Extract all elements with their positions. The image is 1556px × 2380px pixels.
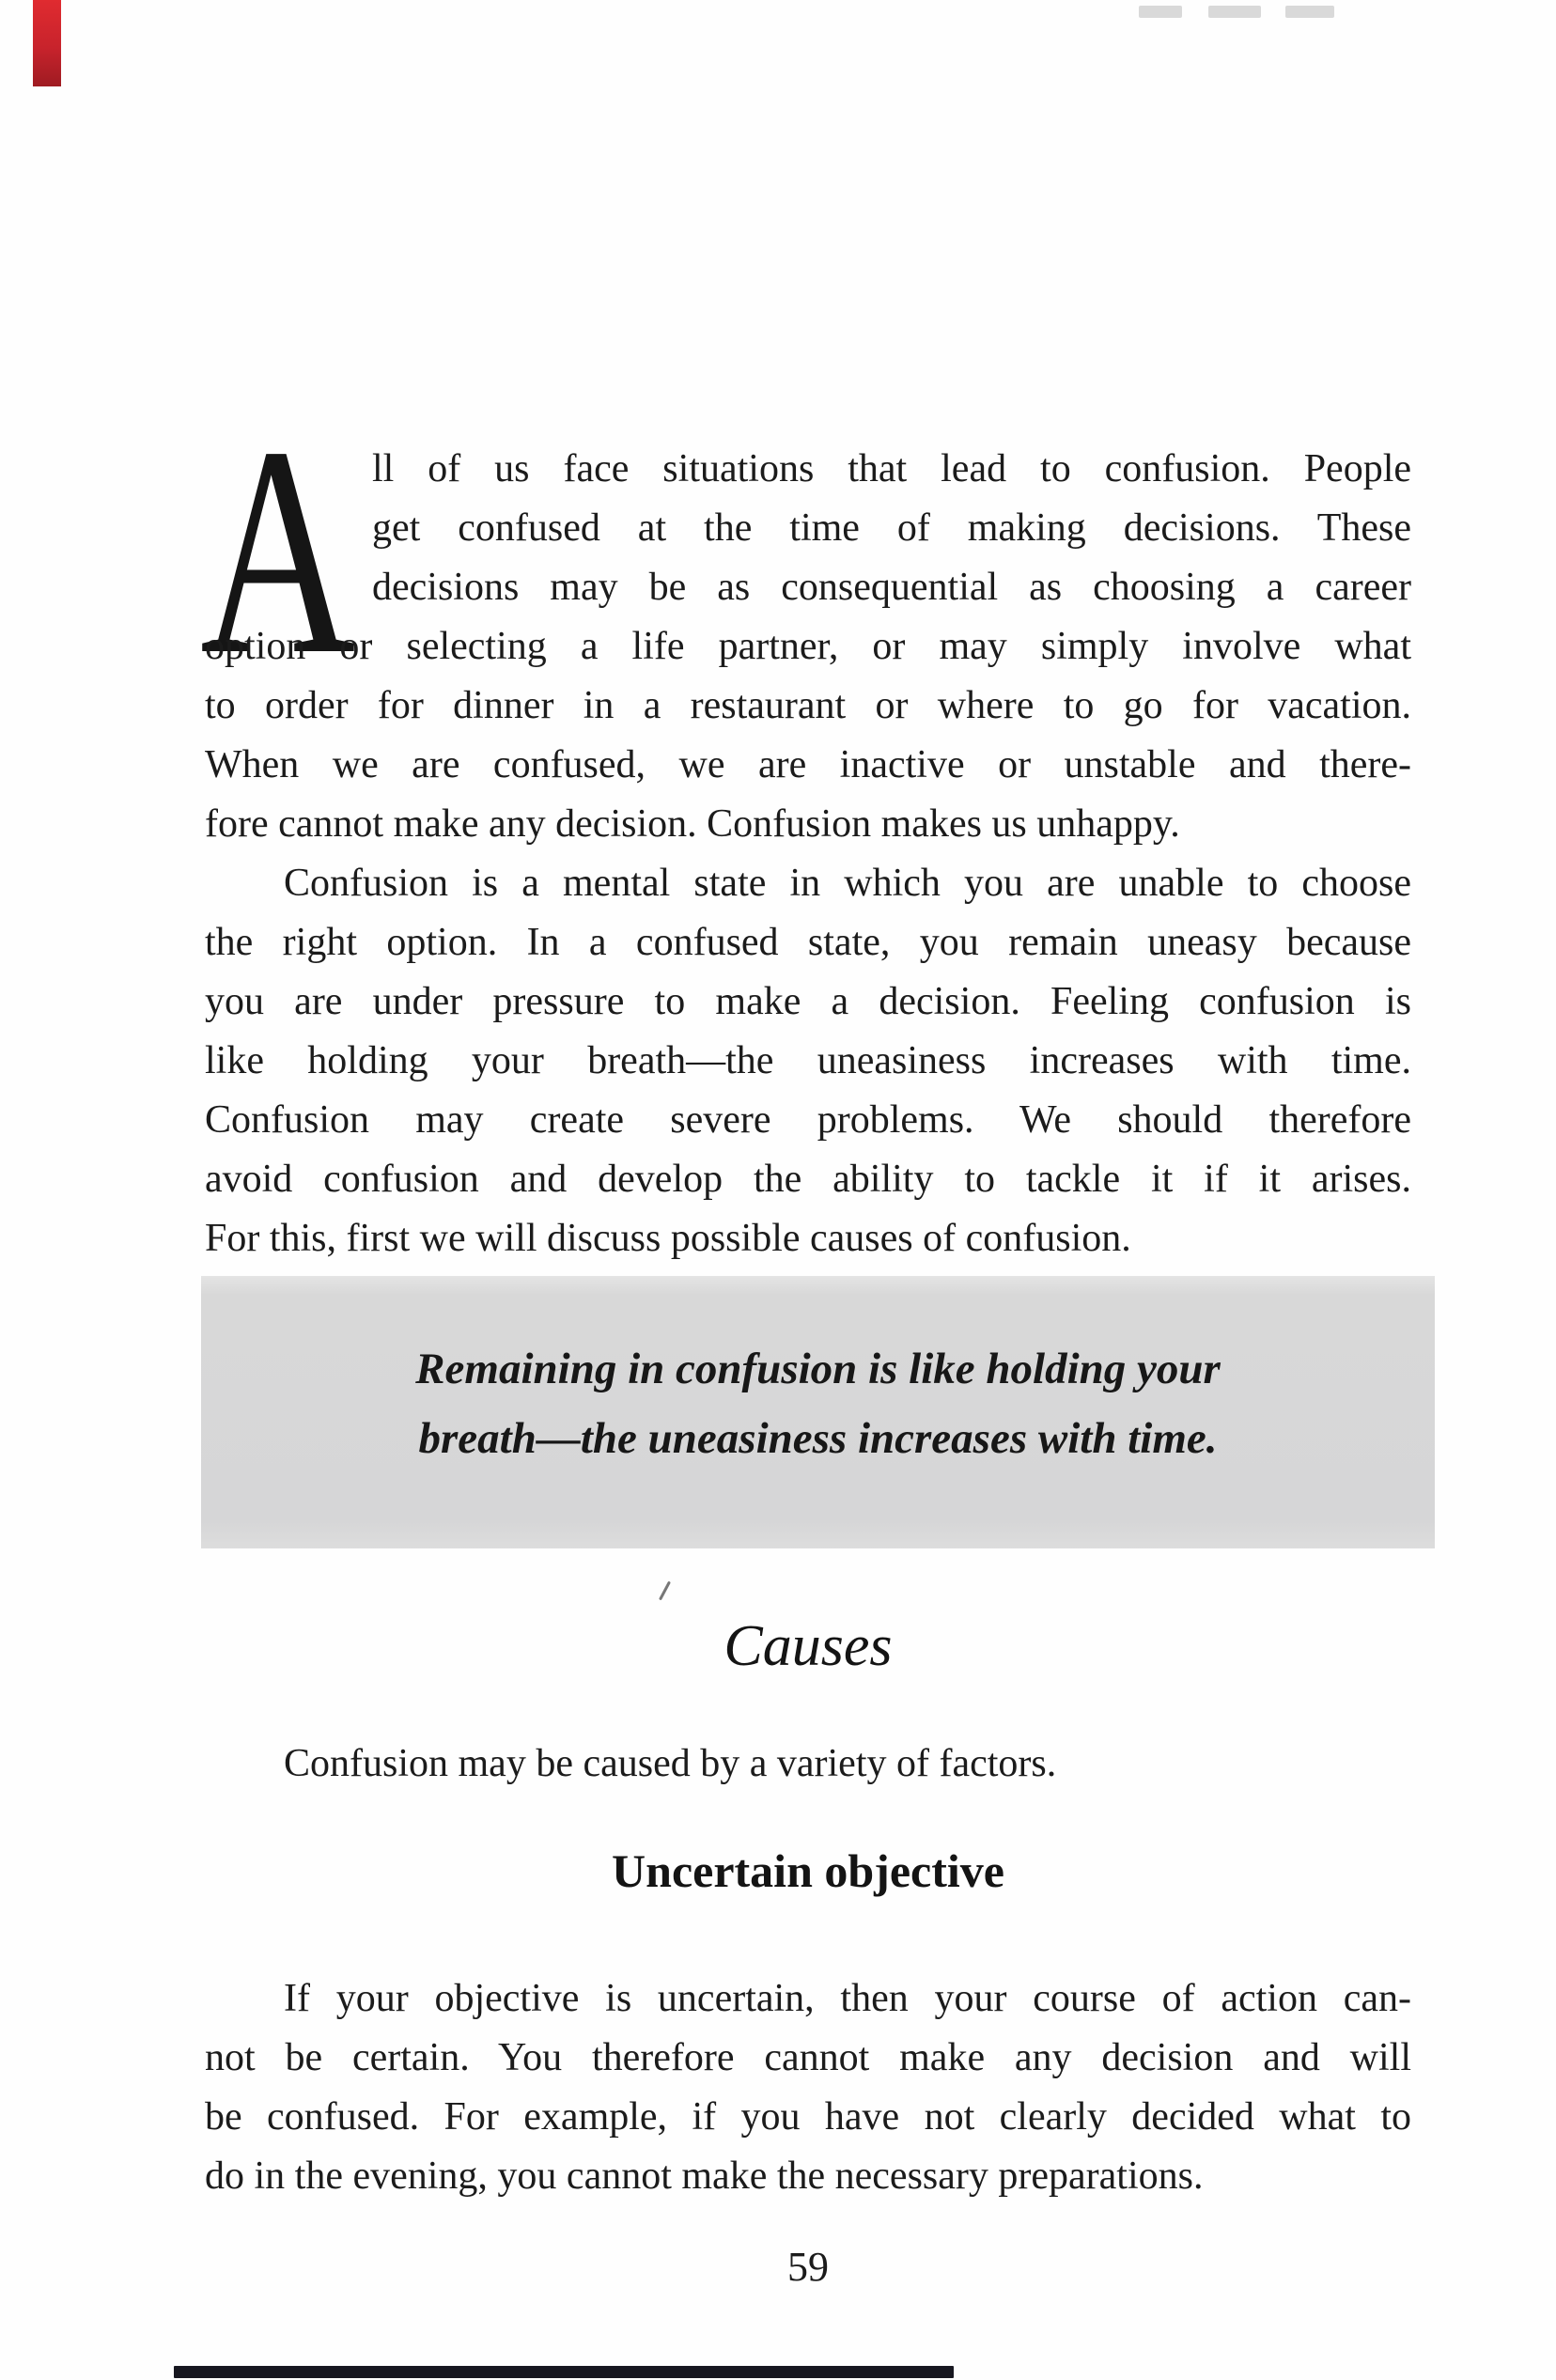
pull-quote-line: breath—the uneasiness increases with time. [418, 1414, 1218, 1463]
page-number: 59 [787, 2244, 829, 2290]
text-line: not be certain. You therefore cannot make any decision and will [205, 2036, 1411, 2079]
header-remnant-dash [1139, 6, 1182, 18]
pull-quote-line: Remaining in confusion is like holding your [415, 1345, 1221, 1393]
stray-ink-mark [659, 1581, 671, 1601]
text-line: be confused. For example, if you have not clearly decided what to [205, 2095, 1411, 2139]
text-line: avoid confusion and develop the ability to tackle it if it arises. [205, 1158, 1411, 1201]
text-line: fore cannot make any decision. Confusion makes us unhappy. [205, 802, 1180, 846]
text-line: When we are confused, we are inactive or unstable and there- [205, 743, 1411, 786]
header-remnant-dash [1208, 6, 1261, 18]
bottom-scan-bar [174, 2366, 954, 2378]
paragraph-intro [205, 440, 1411, 854]
causes-intro-line: Confusion may be caused by a variety of factors. [284, 1742, 1057, 1785]
heading-uncertain-objective: Uncertain objective [612, 1844, 1004, 1897]
text-line: decisions may be as consequential as choosing a career [372, 566, 1411, 609]
text-line: the right option. In a confused state, you remain uneasy because [205, 921, 1411, 964]
pull-quote-box [201, 1276, 1435, 1548]
text-line: ll of us face situations that lead to confusion. People [372, 447, 1411, 490]
text-line: For this, first we will discuss possible causes of confusion. [205, 1217, 1131, 1260]
paragraph-confusion-state [205, 854, 1411, 1268]
text-line: to order for dinner in a restaurant or where to go for vacation. [205, 684, 1411, 727]
drop-cap: A [200, 385, 356, 716]
text-line: option or selecting a life partner, or may simply involve what [205, 625, 1411, 668]
text-line: do in the evening, you cannot make the necessary preparations. [205, 2154, 1204, 2198]
text-line: If your objective is uncertain, then your course of action can- [284, 1977, 1411, 2020]
header-remnant-dash [1285, 6, 1334, 18]
paragraph-uncertain-objective [205, 1969, 1411, 2206]
text-line: get confused at the time of making decisions. These [372, 506, 1411, 550]
red-scan-mark [33, 0, 61, 86]
header-remnant-marks [1139, 4, 1355, 23]
text-line: Confusion is a mental state in which you are unable to choose [284, 862, 1411, 905]
text-line: Confusion may create severe problems. We should therefore [205, 1098, 1411, 1142]
text-line: like holding your breath—the uneasiness increases with time. [205, 1039, 1411, 1082]
heading-causes: Causes [724, 1614, 893, 1678]
text-line: you are under pressure to make a decision. Feeling confusion is [205, 980, 1411, 1023]
